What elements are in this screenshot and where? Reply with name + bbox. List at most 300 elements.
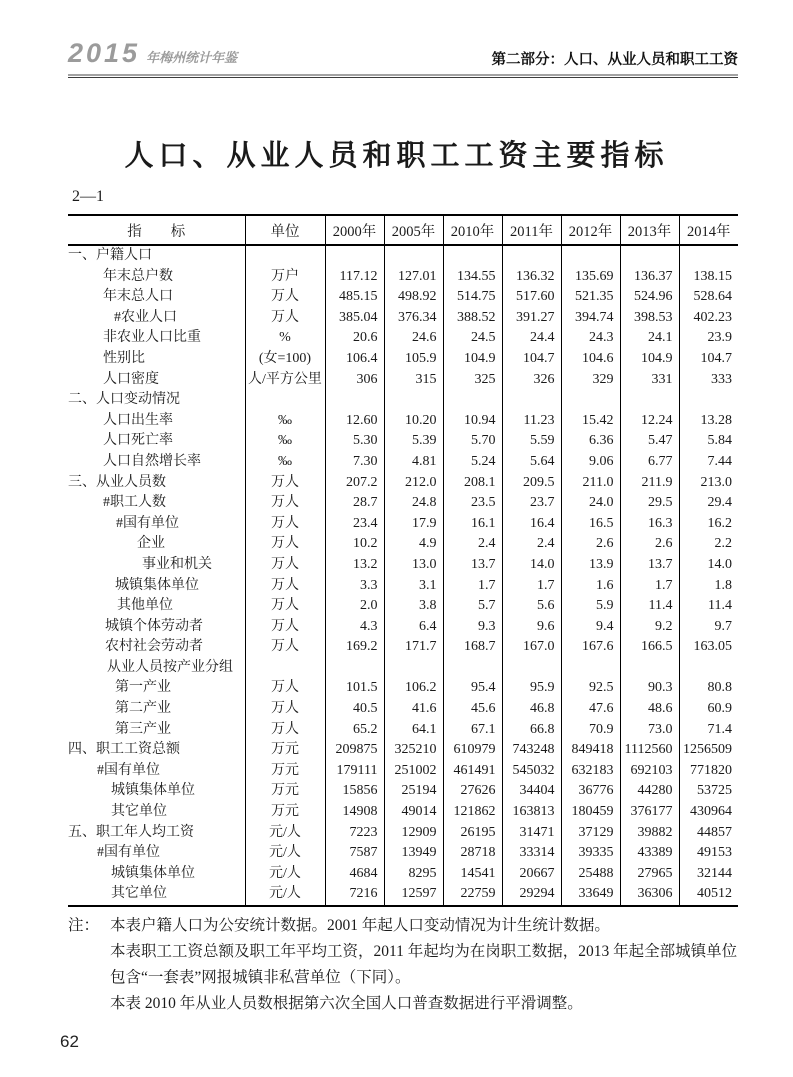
value-cell: 5.70 [443,431,502,452]
value-cell: 37129 [561,823,620,844]
value-cell [325,245,384,267]
indicator-cell: 第二产业 [115,701,171,717]
indicator-cell: 城镇集体单位 [111,783,195,799]
table-row [68,884,738,906]
value-cell: 167.6 [561,637,620,658]
value-cell: 117.12 [325,267,384,288]
indicator-cell: #国有单位 [97,845,160,861]
value-cell: 180459 [561,802,620,823]
value-cell: 12.60 [325,411,384,432]
indicator-cell: 城镇集体单位 [111,865,195,881]
value-cell: 27626 [443,781,502,802]
indicator-cell: 一、户籍人口 [68,248,152,263]
indicator-cell: 人口死亡率 [103,433,173,449]
value-cell: 33649 [561,884,620,906]
value-cell [384,390,443,411]
value-cell: 333 [679,370,738,391]
value-cell: 28.7 [325,493,384,514]
value-cell: 45.6 [443,699,502,720]
value-cell: 16.2 [679,514,738,535]
value-cell: 2.6 [561,534,620,555]
value-cell: 23.9 [679,328,738,349]
value-cell: 394.74 [561,308,620,329]
value-cell: 11.4 [679,596,738,617]
table-row [68,308,738,329]
value-cell: 1256509 [679,740,738,761]
table-row [68,843,738,864]
indicator-cell: 性别比 [103,350,145,366]
value-cell: 101.5 [325,678,384,699]
indicator-cell: 三、从业人员数 [68,474,166,490]
value-cell: 5.64 [502,452,561,473]
value-cell: 632183 [561,761,620,782]
unit-cell [245,245,325,267]
value-cell: 14.0 [502,555,561,576]
value-cell: 5.7 [443,596,502,617]
value-cell: 388.52 [443,308,502,329]
table-row [68,678,738,699]
value-cell [620,245,679,267]
value-cell [679,658,738,679]
value-cell: 3.3 [325,576,384,597]
value-cell: 24.5 [443,328,502,349]
indicator-cell: 人口出生率 [103,412,173,428]
unit-cell: 人/平方公里 [245,370,325,391]
value-cell: 23.7 [502,493,561,514]
value-cell: 6.36 [561,431,620,452]
page-title: 人口、从业人员和职工工资主要指标 [124,140,669,172]
column-header-year: 2000年 [325,215,384,245]
value-cell: 104.6 [561,349,620,370]
value-cell: 692103 [620,761,679,782]
value-cell: 179111 [325,761,384,782]
value-cell: 213.0 [679,473,738,494]
value-cell [443,390,502,411]
value-cell: 29.4 [679,493,738,514]
indicator-cell: #国有单位 [97,762,160,778]
unit-cell: ‰ [245,411,325,432]
indicator-cell: 人口密度 [103,371,159,387]
value-cell: 9.6 [502,617,561,638]
unit-cell: 万人 [245,699,325,720]
value-cell: 528.64 [679,287,738,308]
value-cell: 15856 [325,781,384,802]
table-row [68,452,738,473]
value-cell: 39882 [620,823,679,844]
table-row [68,576,738,597]
value-cell: 9.7 [679,617,738,638]
table-row [68,411,738,432]
unit-cell: 万人 [245,720,325,741]
value-cell: 391.27 [502,308,561,329]
value-cell: 2.4 [502,534,561,555]
value-cell: 27965 [620,864,679,885]
value-cell: 9.06 [561,452,620,473]
value-cell: 24.4 [502,328,561,349]
value-cell: 13.28 [679,411,738,432]
value-cell: 5.6 [502,596,561,617]
value-cell: 2.4 [443,534,502,555]
table-row [68,349,738,370]
value-cell [502,390,561,411]
value-cell: 329 [561,370,620,391]
value-cell: 28718 [443,843,502,864]
value-cell: 13.2 [325,555,384,576]
value-cell: 106.2 [384,678,443,699]
value-cell: 127.01 [384,267,443,288]
indicator-cell: 人口自然增长率 [103,453,201,469]
value-cell: 212.0 [384,473,443,494]
value-cell: 325210 [384,740,443,761]
value-cell: 10.94 [443,411,502,432]
header-divider [68,74,738,78]
value-cell: 610979 [443,740,502,761]
value-cell: 16.3 [620,514,679,535]
value-cell: 209.5 [502,473,561,494]
value-cell: 9.2 [620,617,679,638]
value-cell: 402.23 [679,308,738,329]
value-cell: 32144 [679,864,738,885]
indicator-cell: 五、职工年人均工资 [68,824,194,840]
value-cell: 10.20 [384,411,443,432]
value-cell: 168.7 [443,637,502,658]
unit-cell: % [245,328,325,349]
indicator-cell: 四、职工工资总额 [68,742,180,758]
value-cell: 7.44 [679,452,738,473]
value-cell: 7223 [325,823,384,844]
indicator-cell: 其它单位 [111,886,167,902]
table-row [68,287,738,308]
value-cell: 20.6 [325,328,384,349]
value-cell: 12.24 [620,411,679,432]
header-divider-thick [68,74,738,76]
table-row [68,720,738,741]
value-cell: 9.4 [561,617,620,638]
table-row [68,267,738,288]
value-cell: 66.8 [502,720,561,741]
table-row [68,617,738,638]
table-row [68,370,738,391]
value-cell: 90.3 [620,678,679,699]
value-cell: 43389 [620,843,679,864]
indicator-cell: 非农业人口比重 [103,330,201,346]
unit-cell: 万人 [245,596,325,617]
indicator-cell: 事业和机关 [142,556,212,572]
table-row [68,328,738,349]
value-cell [502,658,561,679]
value-cell: 10.2 [325,534,384,555]
value-cell: 5.39 [384,431,443,452]
unit-cell: 万元 [245,740,325,761]
indicator-cell: 农村社会劳动者 [105,639,203,655]
value-cell: 29294 [502,884,561,906]
value-cell: 849418 [561,740,620,761]
unit-cell: 万户 [245,267,325,288]
value-cell: 92.5 [561,678,620,699]
note-line: 本表户籍人口为公安统计数据。2001 年起人口变动情况为计生统计数据。 [110,917,610,934]
value-cell: 71.4 [679,720,738,741]
value-cell: 3.1 [384,576,443,597]
indicator-cell: 年末总户数 [103,268,173,284]
value-cell: 521.35 [561,287,620,308]
value-cell: 53725 [679,781,738,802]
table-row [68,555,738,576]
value-cell: 20667 [502,864,561,885]
value-cell: 22759 [443,884,502,906]
value-cell [561,390,620,411]
value-cell: 2.0 [325,596,384,617]
value-cell: 23.5 [443,493,502,514]
table-row [68,802,738,823]
value-cell: 306 [325,370,384,391]
value-cell: 95.4 [443,678,502,699]
column-header-year: 2010年 [443,215,502,245]
unit-cell: (女=100) [245,349,325,370]
value-cell: 1112560 [620,740,679,761]
value-cell: 5.84 [679,431,738,452]
value-cell: 5.47 [620,431,679,452]
value-cell: 211.0 [561,473,620,494]
column-header-year: 2013年 [620,215,679,245]
unit-cell: 元/人 [245,843,325,864]
unit-cell: ‰ [245,452,325,473]
value-cell: 209875 [325,740,384,761]
table-row [68,473,738,494]
value-cell: 6.4 [384,617,443,638]
indicator-cell: 第三产业 [115,721,171,737]
value-cell: 1.7 [502,576,561,597]
note-line: 本表 2010 年从业人员数根据第六次全国人口普查数据进行平滑调整。 [110,995,583,1012]
column-header-indicator: 指 标 [68,215,245,245]
value-cell [384,658,443,679]
value-cell: 16.1 [443,514,502,535]
value-cell: 15.42 [561,411,620,432]
unit-cell: 万元 [245,781,325,802]
value-cell: 11.23 [502,411,561,432]
value-cell: 36306 [620,884,679,906]
table-row [68,637,738,658]
value-cell: 33314 [502,843,561,864]
value-cell: 44280 [620,781,679,802]
value-cell: 4684 [325,864,384,885]
value-cell: 70.9 [561,720,620,741]
value-cell: 104.9 [443,349,502,370]
value-cell: 498.92 [384,287,443,308]
value-cell: 461491 [443,761,502,782]
value-cell [502,245,561,267]
value-cell: 163.05 [679,637,738,658]
unit-cell: 万人 [245,576,325,597]
value-cell: 95.9 [502,678,561,699]
value-cell: 1.7 [443,576,502,597]
value-cell: 545032 [502,761,561,782]
value-cell: 171.7 [384,637,443,658]
value-cell: 9.3 [443,617,502,638]
value-cell: 326 [502,370,561,391]
column-header-year: 2012年 [561,215,620,245]
value-cell: 8295 [384,864,443,885]
value-cell [443,245,502,267]
value-cell: 36776 [561,781,620,802]
value-cell: 7216 [325,884,384,906]
value-cell: 14908 [325,802,384,823]
value-cell: 1.8 [679,576,738,597]
value-cell: 48.6 [620,699,679,720]
value-cell: 134.55 [443,267,502,288]
value-cell: 25194 [384,781,443,802]
value-cell: 376177 [620,802,679,823]
value-cell: 135.69 [561,267,620,288]
value-cell: 13949 [384,843,443,864]
value-cell: 1.6 [561,576,620,597]
unit-cell: 万人 [245,678,325,699]
value-cell: 11.4 [620,596,679,617]
value-cell: 12909 [384,823,443,844]
unit-cell: 万人 [245,287,325,308]
note-line: 本表职工工资总额及职工年平均工资，2011 年起均为在岗职工数据，2013 年起全部城镇单位包含“一套表”网报城镇非私营单位（下同）。 [110,943,738,986]
unit-cell: 万人 [245,473,325,494]
table-row [68,493,738,514]
column-header-year: 2011年 [502,215,561,245]
value-cell: 13.9 [561,555,620,576]
unit-cell: 万人 [245,514,325,535]
value-cell: 16.5 [561,514,620,535]
value-cell: 4.81 [384,452,443,473]
notes-lines [110,913,740,1017]
value-cell: 47.6 [561,699,620,720]
value-cell: 104.7 [679,349,738,370]
value-cell: 4.3 [325,617,384,638]
value-cell: 331 [620,370,679,391]
value-cell [620,390,679,411]
value-cell: 24.6 [384,328,443,349]
value-cell: 138.15 [679,267,738,288]
unit-cell: 万人 [245,555,325,576]
table-row [68,534,738,555]
value-cell: 44857 [679,823,738,844]
unit-cell: ‰ [245,431,325,452]
value-cell: 5.24 [443,452,502,473]
table-body [68,245,738,906]
value-cell: 24.1 [620,328,679,349]
value-cell: 73.0 [620,720,679,741]
indicator-cell: 其他单位 [117,598,173,614]
table-row [68,514,738,535]
table-row [68,596,738,617]
value-cell: 65.2 [325,720,384,741]
value-cell: 315 [384,370,443,391]
value-cell: 26195 [443,823,502,844]
value-cell: 121862 [443,802,502,823]
unit-cell: 万人 [245,637,325,658]
value-cell: 29.5 [620,493,679,514]
indicator-cell: 企业 [137,536,165,552]
value-cell: 5.30 [325,431,384,452]
unit-cell [245,658,325,679]
table-header-row [68,215,738,245]
value-cell: 49014 [384,802,443,823]
value-cell: 771820 [679,761,738,782]
value-cell: 104.9 [620,349,679,370]
unit-cell: 万元 [245,802,325,823]
value-cell: 743248 [502,740,561,761]
table-row [68,740,738,761]
notes-label: 注： [68,917,100,934]
indicator-cell: 第一产业 [115,680,171,696]
value-cell: 80.8 [679,678,738,699]
value-cell: 517.60 [502,287,561,308]
running-head [68,38,738,75]
value-cell: 398.53 [620,308,679,329]
value-cell: 514.75 [443,287,502,308]
table-row [68,245,738,267]
value-cell: 105.9 [384,349,443,370]
value-cell: 13.7 [620,555,679,576]
page-number: 62 [60,1032,79,1051]
value-cell [443,658,502,679]
table-row [68,390,738,411]
value-cell [384,245,443,267]
value-cell: 485.15 [325,287,384,308]
unit-cell: 万人 [245,617,325,638]
unit-cell: 万人 [245,534,325,555]
value-cell: 13.0 [384,555,443,576]
value-cell: 60.9 [679,699,738,720]
value-cell: 166.5 [620,637,679,658]
value-cell: 136.32 [502,267,561,288]
value-cell: 13.7 [443,555,502,576]
value-cell: 40512 [679,884,738,906]
unit-cell: 万人 [245,493,325,514]
value-cell: 49153 [679,843,738,864]
yearbook-logo [68,38,237,69]
value-cell: 3.8 [384,596,443,617]
table-wrap [68,214,738,907]
value-cell: 64.1 [384,720,443,741]
unit-cell: 元/人 [245,823,325,844]
column-header-year: 2005年 [384,215,443,245]
indicator-cell: 二、人口变动情况 [68,392,180,408]
table-row [68,864,738,885]
table-number: 2—1 [72,188,104,205]
value-cell [679,390,738,411]
value-cell: 524.96 [620,287,679,308]
value-cell: 14541 [443,864,502,885]
value-cell [325,658,384,679]
value-cell: 385.04 [325,308,384,329]
column-header-unit: 单位 [245,215,325,245]
value-cell: 39335 [561,843,620,864]
value-cell: 376.34 [384,308,443,329]
table-row [68,658,738,679]
indicator-cell: 城镇集体单位 [115,577,199,593]
unit-cell [245,390,325,411]
value-cell: 106.4 [325,349,384,370]
value-cell: 25488 [561,864,620,885]
value-cell: 17.9 [384,514,443,535]
value-cell: 136.37 [620,267,679,288]
indicators-table [68,214,738,907]
value-cell: 211.9 [620,473,679,494]
value-cell: 23.4 [325,514,384,535]
value-cell: 34404 [502,781,561,802]
section-heading: 第二部分：人口、从业人员和职工工资 [491,52,738,68]
unit-cell: 元/人 [245,884,325,906]
logo-suffix: 年梅州统计年鉴 [146,50,238,65]
indicator-cell: #国有单位 [116,515,179,531]
value-cell: 67.1 [443,720,502,741]
value-cell [561,658,620,679]
